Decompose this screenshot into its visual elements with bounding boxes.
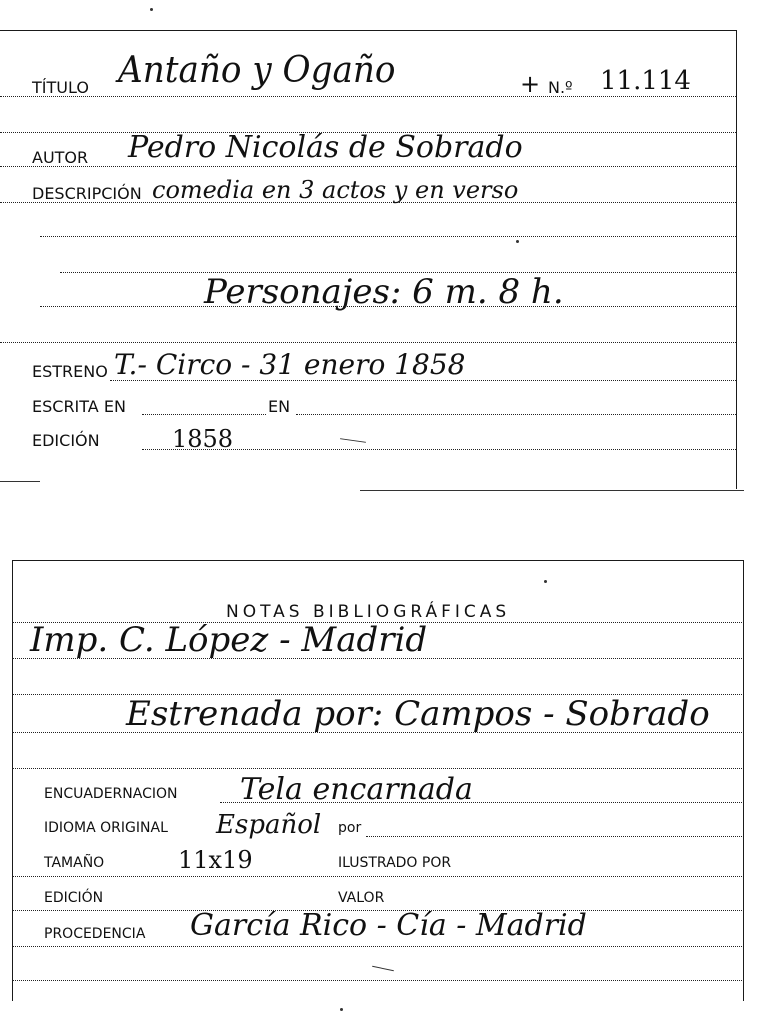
- por-line: [366, 836, 742, 837]
- speck: [150, 8, 153, 11]
- speck: [516, 240, 519, 243]
- blank-line: [40, 236, 736, 237]
- note-line: [12, 732, 742, 733]
- procedencia-value: García Rico - Cía - Madrid: [190, 908, 587, 943]
- titulo-value: Antaño y Ogaño: [118, 50, 396, 91]
- personajes-value: Personajes: 6 m. 8 h.: [204, 272, 564, 312]
- autor-line: [0, 166, 736, 167]
- autor-label: AUTOR: [32, 148, 89, 167]
- title-card: [0, 30, 737, 489]
- por-label: por: [338, 820, 362, 836]
- note-line-2: Estrenada por: Campos - Sobrado: [126, 694, 710, 734]
- estreno-value: T.- Circo - 31 enero 1858: [114, 348, 466, 381]
- edicion-label-2: EDICIÓN: [44, 890, 104, 906]
- note-line: [12, 768, 742, 769]
- titulo-line: [0, 96, 736, 97]
- edicion-value: 1858: [172, 425, 234, 453]
- note-line-1: Imp. C. López - Madrid: [30, 620, 428, 660]
- card-edge: [0, 481, 40, 482]
- tamano-line: [12, 876, 742, 877]
- tamano-label: TAMAÑO: [44, 855, 105, 871]
- speck: [340, 1008, 343, 1011]
- edicion-label: EDICIÓN: [32, 431, 100, 450]
- valor-label: VALOR: [338, 890, 385, 906]
- blank-line: [12, 980, 742, 981]
- number-value: 11.114: [600, 66, 691, 96]
- procedencia-line: [12, 946, 742, 947]
- escrita-label: ESCRITA EN: [32, 397, 126, 416]
- number-mark: +: [520, 70, 541, 98]
- procedencia-label: PROCEDENCIA: [44, 926, 146, 942]
- escrita-line: [142, 414, 266, 415]
- tamano-value: 11x19: [178, 846, 253, 874]
- titulo-label: TÍTULO: [32, 78, 89, 97]
- card-edge: [360, 490, 744, 491]
- speck: [544, 580, 547, 583]
- idioma-value: Español: [216, 810, 322, 840]
- notes-heading: NOTAS BIBLIOGRÁFICAS: [226, 602, 511, 622]
- descripcion-value: comedia en 3 actos y en verso: [152, 176, 519, 204]
- number-label: N.º: [548, 78, 573, 97]
- personajes-line: [40, 306, 736, 307]
- descripcion-label: DESCRIPCIÓN: [32, 184, 142, 203]
- blank-line: [0, 342, 736, 343]
- encuadernacion-value: Tela encarnada: [240, 772, 473, 807]
- encuadernacion-label: ENCUADERNACION: [44, 786, 178, 802]
- note-line: [12, 658, 742, 659]
- en-line: [296, 414, 736, 415]
- en-label: EN: [268, 397, 291, 416]
- autor-value: Pedro Nicolás de Sobrado: [128, 130, 523, 165]
- ilustrado-label: ILUSTRADO POR: [338, 855, 452, 871]
- idioma-label: IDIOMA ORIGINAL: [44, 820, 168, 836]
- estreno-label: ESTRENO: [32, 362, 108, 381]
